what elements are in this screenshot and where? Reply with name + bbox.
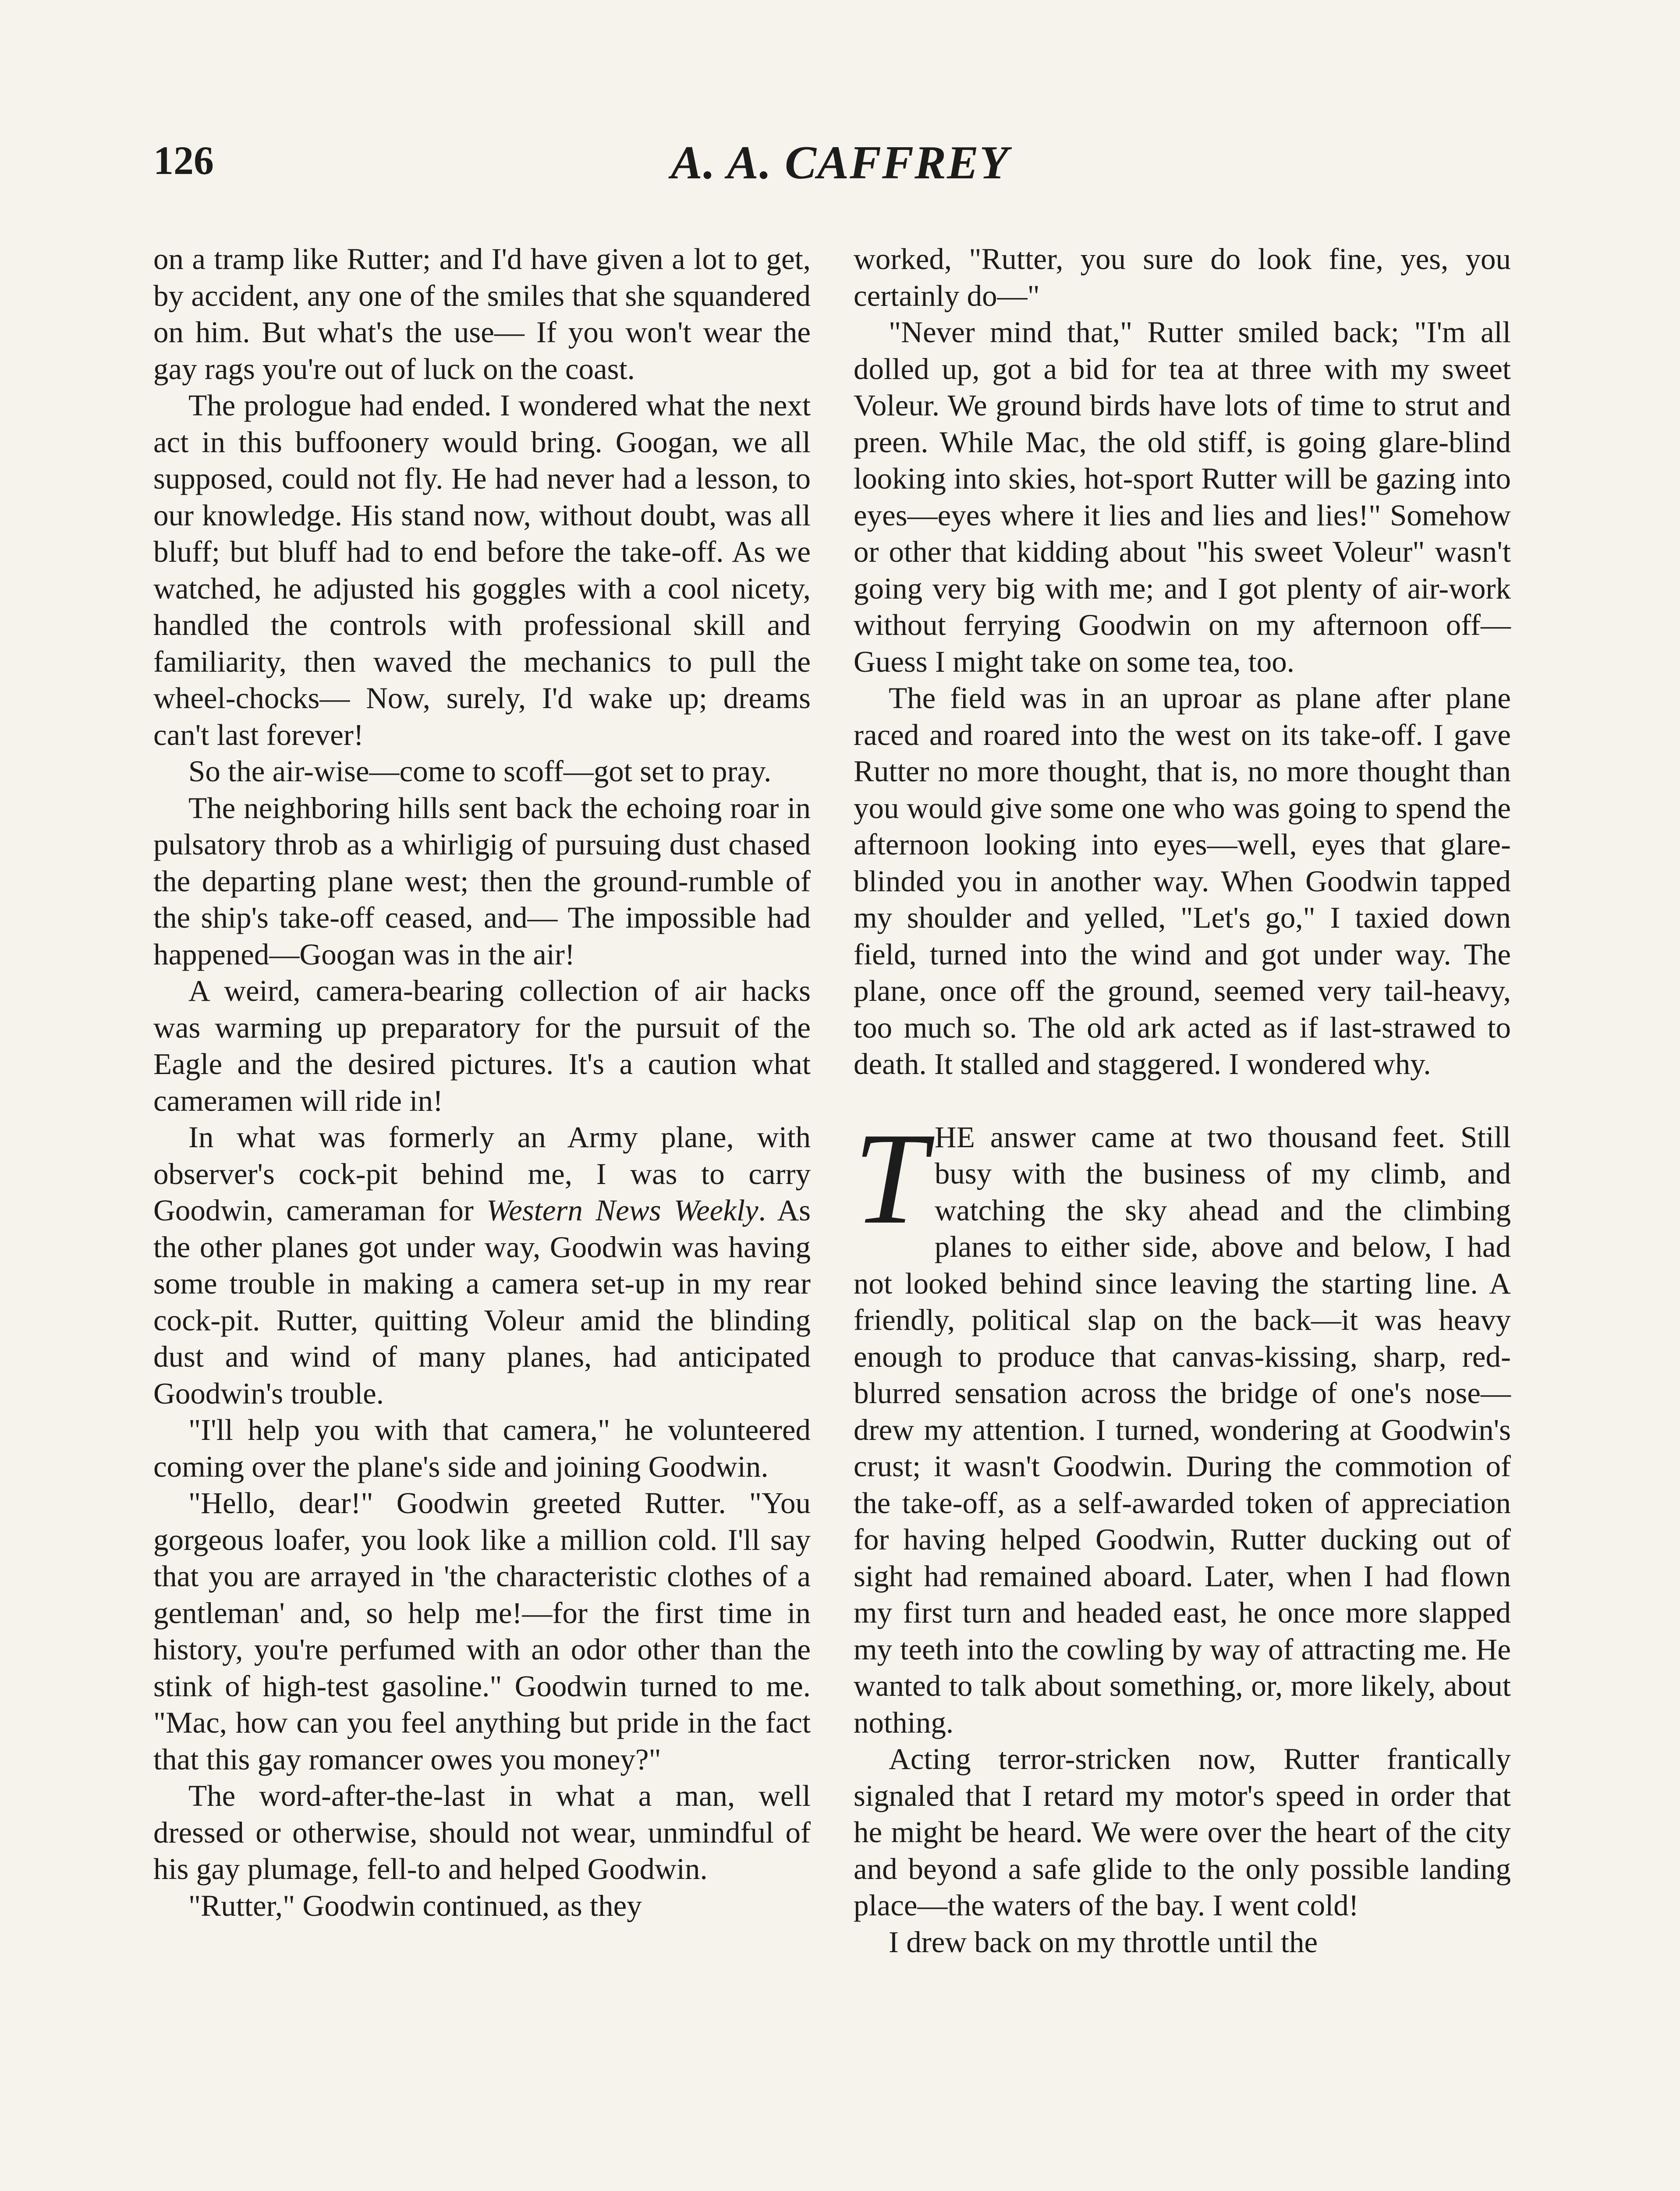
paragraph-text: . As the other planes got under way, Goodwin was having some trouble in making a camera set-up in my rear cock-pit. Rutter, quitting Voleur amid the blinding dust and wind of many planes, had anticipated Goodwin's trouble. bbox=[153, 1194, 811, 1410]
paragraph-text: answer came at two thousand feet. Still busy with the business of my climb, and watching the sky ahead and the climbing planes to either side, above and below, I had not looked behind since leaving the starting line. A friendly, political slap on the back—it was heavy enough to produce that canvas-kissing, sharp, red-blurred sensation across the bridge of one's nose—drew my attention. I turned, wondering at Goodwin's crust; it wasn't Goodwin. During the commotion of the take-off, as a self-awarded token of appreciation for having helped Goodwin, Rutter ducking out of sight had remained aboard. Later, when I had flown my first turn and headed east, he once more slapped my teeth into the cowling by way of attracting me. He wanted to talk about something, or, more likely, about nothing. bbox=[854, 1120, 1511, 1739]
small-caps-lead: HE bbox=[934, 1120, 975, 1154]
section-opening-paragraph bbox=[854, 1105, 1511, 1741]
right-column bbox=[854, 241, 1511, 1961]
left-column bbox=[153, 241, 811, 1924]
paragraph: "Rutter," Goodwin continued, as they bbox=[188, 1889, 642, 1922]
paragraph: The word-after-the-last in what a man, well dressed or otherwise, should not wear, unmindful of his gay plumage, fell-to and helped Goodwin. bbox=[153, 1779, 811, 1886]
page-number: 126 bbox=[153, 138, 214, 183]
running-head: A. A. CAFFREY bbox=[670, 137, 1010, 189]
paragraph: worked, "Rutter, you sure do look fine, yes, you certainly do—" bbox=[854, 242, 1511, 312]
paragraph: So the air-wise—come to scoff—got set to pray. bbox=[188, 755, 772, 788]
paragraph: The field was in an uproar as plane after plane raced and roared into the west on its take-off. I gave Rutter no more thought, that is, no more thought than you would give some one who was going to spend the afternoon looking into eyes—well, eyes that glare-blinded you in another way. When Goodwin tapped my shoulder and yelled, "Let's go," I taxied down field, turned into the wind and got under way. The plane, once off the ground, seemed very tail-heavy, too much so. The old ark acted as if last-strawed to death. It stalled and staggered. I wondered why. bbox=[854, 681, 1511, 1081]
paragraph: The neighboring hills sent back the echoing roar in pulsatory throb as a whirligig of pursuing dust chased the departing plane west; then the ground-rumble of the ship's take-off ceased, and— The impossible had happened—Googan was in the air! bbox=[153, 791, 811, 971]
paragraph: "I'll help you with that camera," he volunteered coming over the plane's side and joining Goodwin. bbox=[153, 1413, 811, 1483]
paragraph: I drew back on my throttle until the bbox=[889, 1925, 1318, 1959]
paragraph bbox=[153, 1119, 811, 1412]
paragraph: on a tramp like Rutter; and I'd have given a lot to get, by accident, any one of the smiles that she squandered on him. But what's the use— If you won't wear the gay rags you're out of luck on the coast. bbox=[153, 242, 811, 386]
paragraph: A weird, camera-bearing collection of air hacks was warming up preparatory for the pursuit of the Eagle and the desired pictures. It's a caution what cameramen will ride in! bbox=[153, 974, 811, 1117]
drop-cap: T bbox=[854, 1105, 927, 1251]
paragraph: "Hello, dear!" Goodwin greeted Rutter. "You gorgeous loafer, you look like a million cold. I'll say that you are arrayed in 'the characteristic clothes of a gentleman' and, so help me!—for the first time in history, you're perfumed with an odor other than the stink of high-test gasoline." Goodwin turned to me. "Mac, how can you feel anything but pride in the fact that this gay romancer owes you money?" bbox=[153, 1486, 811, 1776]
paragraph-text: In what was formerly an Army plane, with observer's cock-pit behind me, I was to carry Goodwin, cameraman for bbox=[153, 1120, 811, 1227]
paragraph: The prologue had ended. I wondered what the next act in this buffoonery would bring. Googan, we all supposed, could not fly. He had never had a lesson, to our knowledge. His stand now, without doubt, was all bluff; but bluff had to end before the take-off. As we watched, he adjusted his goggles with a cool nicety, handled the controls with professional skill and familiarity, then waved the mechanics to pull the wheel-chocks— Now, surely, I'd wake up; dreams can't last forever! bbox=[153, 389, 811, 752]
paragraph: "Never mind that," Rutter smiled back; "I'm all dolled up, got a bid for tea at three with my sweet Voleur. We ground birds have lots of time to strut and preen. While Mac, the old stiff, is going glare-blind looking into skies, hot-sport Rutter will be gazing into eyes—eyes where it lies and lies and lies!" Somehow or other that kidding about "his sweet Voleur" wasn't going very big with me; and I got plenty of air-work without ferrying Goodwin on my afternoon off— Guess I might take on some tea, too. bbox=[854, 316, 1511, 678]
publication-name: Western News Weekly bbox=[486, 1194, 758, 1227]
paragraph: Acting terror-stricken now, Rutter frantically signaled that I retard my motor's speed in order that he might be heard. We were over the heart of the city and beyond a safe glide to the only possible landing place—the waters of the bay. I went cold! bbox=[854, 1742, 1511, 1922]
